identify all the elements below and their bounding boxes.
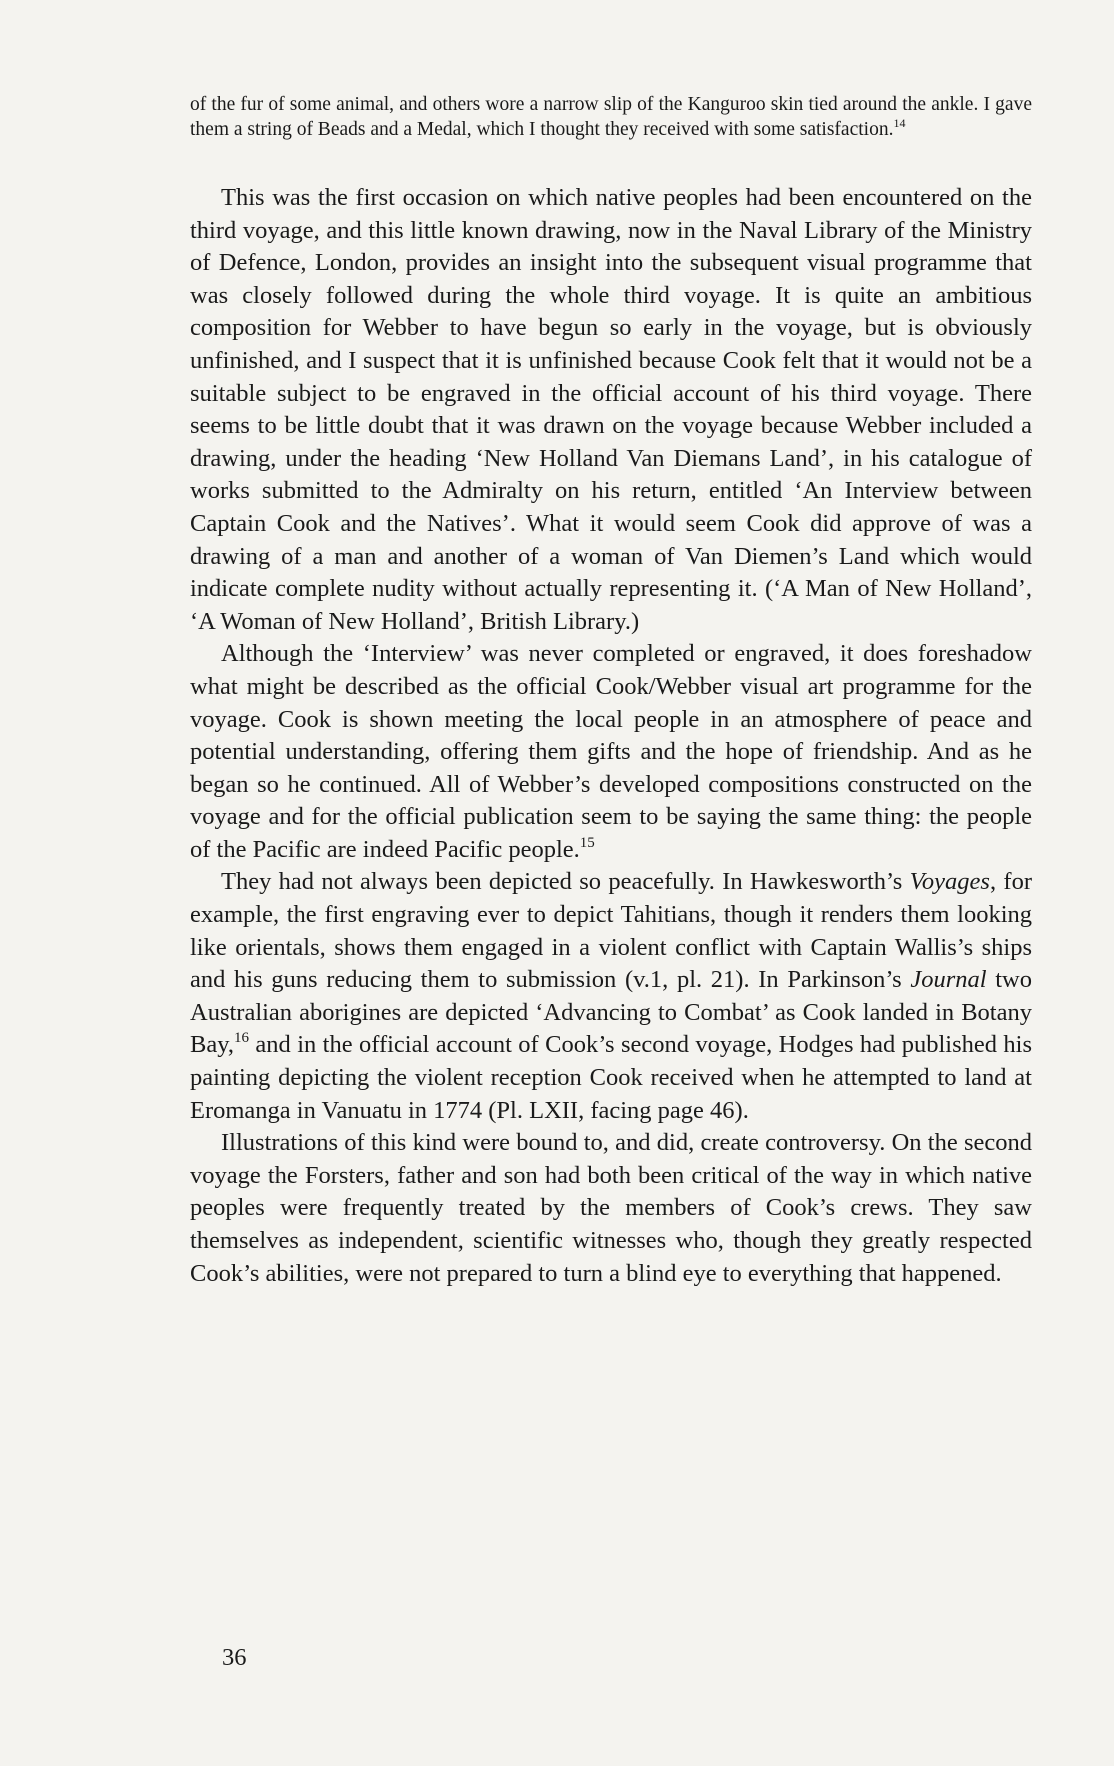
page-body xyxy=(190,92,1032,1290)
paragraph-text: and in the official account of Cook’s second voyage, Hodges had published his painting depicting the violent reception Cook received when he attempted to land at Eromanga in Vanuatu in 1774 (Pl. LXII, facing page 46). xyxy=(190,1031,1032,1124)
footnote-marker: 15 xyxy=(579,834,595,851)
quote-text: of the fur of some animal, and others wore a narrow slip of the Kanguroo skin tied around the ankle. I gave them a string of Beads and a Medal, which I thought they received with some satisfaction. xyxy=(190,94,1032,140)
paragraph-text: , for example, the first engraving ever to depict Tahitians, though it renders them looking like orientals, shows them engaged in a violent conflict with Captain Wallis’s ships and his guns reducing them to submission (v.1, pl. 21). In Parkinson’s xyxy=(190,868,1032,994)
paragraph-text: They had not always been depicted so peacefully. In Hawkesworth’s xyxy=(221,868,910,896)
paragraph-text: Illustrations of this kind were bound to, and did, create controversy. On the second voyage the Forsters, father and son had both been critical of the way in which native peoples were frequently treated by the members of Cook’s crews. They saw themselves as independent, scientific witnesses who, though they greatly respected Cook’s abilities, were not prepared to turn a blind eye to everything that happened. xyxy=(190,1129,1032,1287)
paragraph-3 xyxy=(190,866,1032,1127)
footnote-marker: 16 xyxy=(234,1030,249,1047)
footnote-marker: 14 xyxy=(893,116,906,130)
block-quote xyxy=(190,92,1032,142)
book-title: Journal xyxy=(910,966,987,994)
paragraph-1 xyxy=(190,182,1032,638)
page-number: 36 xyxy=(222,1644,247,1671)
paragraph-text: This was the first occasion on which native peoples had been encountered on the third voyage, and this little known drawing, now in the Naval Library of the Ministry of Defence, London, provides an insight into the subsequent visual programme that was closely followed during the whole third voyage. It is quite an ambitious composition for Webber to have begun so early in the voyage, but is obviously unfinished, and I suspect that it is unfinished because Cook felt that it would not be a suitable subject to be engraved in the official account of his third voyage. There seems to be little doubt that it was drawn on the voyage because Webber included a drawing, under the heading ‘New Holland Van Diemans Land’, in his catalogue of works submitted to the Admiralty on his return, entitled ‘An Interview between Captain Cook and the Natives’. What it would seem Cook did approve of was a drawing of a man and another of a woman of Van Diemen’s Land which would indicate complete nudity without actually representing it. (‘A Man of New Holland’, ‘A Woman of New Holland’, British Library.) xyxy=(190,184,1032,635)
paragraph-4 xyxy=(190,1127,1032,1290)
paragraph-2 xyxy=(190,638,1032,866)
paragraph-text: two Australian aborigines are depicted ‘Advancing to Combat’ as Cook landed in Botany Bay, xyxy=(190,966,1032,1059)
paragraph-text: Although the ‘Interview’ was never completed or engraved, it does foreshadow what might be described as the official Cook/Webber visual art programme for the voyage. Cook is shown meeting the local people in an atmosphere of peace and potential understanding, offering them gifts and the hope of friendship. And as he began so he continued. All of Webber’s developed compositions constructed on the voyage and for the official publication seem to be saying the same thing: the people of the Pacific are indeed Pacific people. xyxy=(190,640,1032,863)
book-title: Voyages xyxy=(909,868,990,896)
